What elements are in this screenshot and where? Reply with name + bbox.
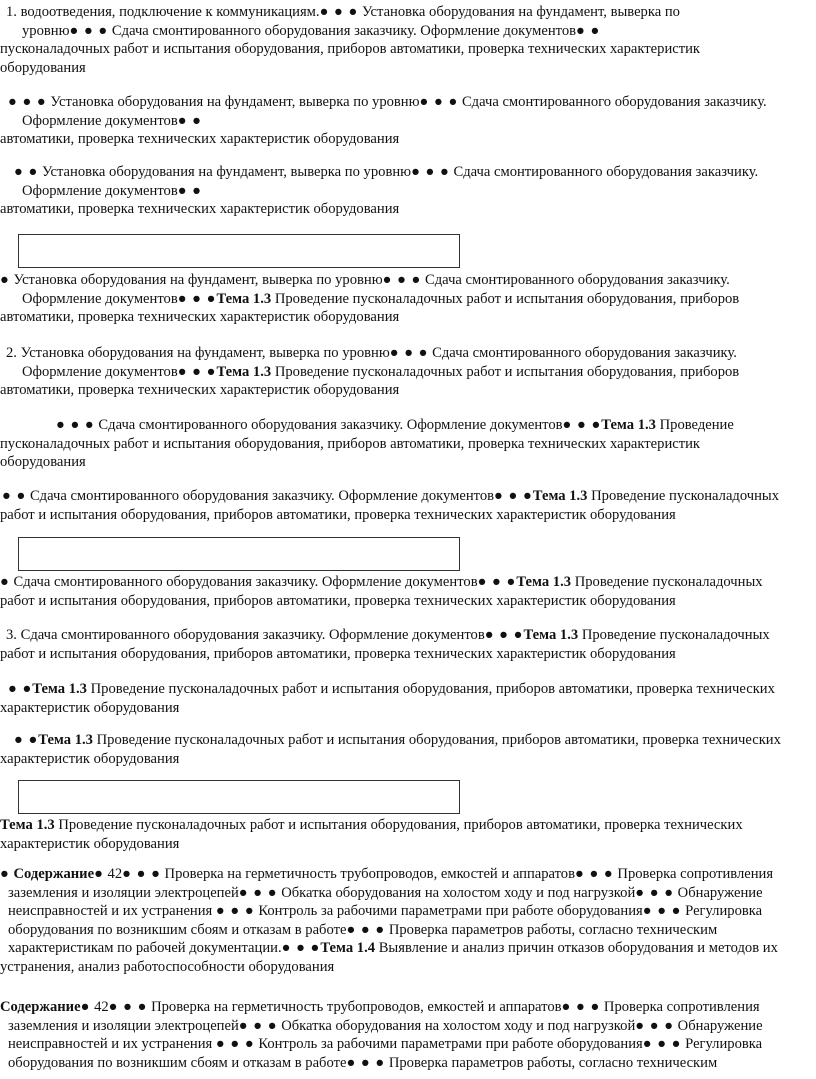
- block-12: [0, 816, 812, 853]
- bullet-icon: ●: [0, 574, 10, 590]
- block-10: [0, 680, 812, 717]
- bullet-icon: ● ● ●: [477, 574, 517, 590]
- bullet-icon: ● ●: [177, 182, 202, 199]
- topic-label: Тема 1.3: [523, 627, 579, 643]
- bullet-icon: ● ● ●: [69, 22, 109, 39]
- text: неисправностей и их устранения: [8, 1036, 213, 1052]
- block-4: [0, 271, 812, 327]
- text: Сдача смонтированного оборудования заказчику.: [453, 164, 759, 180]
- text: Сдача смонтированного оборудования заказчику.: [461, 94, 767, 110]
- text: Контроль за рабочими параметрами при работе оборудования: [258, 903, 643, 919]
- text: оборудования: [0, 59, 86, 76]
- bullet-icon: ● ● ●: [494, 488, 533, 504]
- text: Проверка на герметичность трубопроводов, емкостей и аппаратов: [151, 999, 562, 1015]
- list-number: 3.: [6, 627, 17, 643]
- text: Проведение пусконаладочных работ и испытания оборудования, приборов автоматики, проверка технических: [96, 732, 781, 748]
- text: Установка оборудования на фундамент, выверка по уровню: [20, 345, 390, 361]
- text: Оформление документов: [22, 363, 178, 380]
- empty-box: [18, 234, 460, 268]
- text: Проверка сопротивления: [617, 866, 774, 882]
- empty-box: [18, 780, 460, 814]
- hours: 42: [94, 999, 109, 1015]
- bullet-icon: ● ● ●: [319, 4, 359, 20]
- bullet-icon: ● ● ●: [382, 272, 422, 288]
- block-9: [0, 626, 812, 663]
- text: Проверка параметров работы, согласно техническим: [388, 921, 718, 938]
- text: устранения, анализ работоспособности оборудования: [0, 958, 335, 975]
- bullet-icon: ● ● ●: [215, 903, 255, 919]
- text: Установка оборудования на фундамент, выверка по уровню: [41, 164, 412, 180]
- bullet-icon: ● ● ●: [562, 417, 602, 433]
- list-number: 1.: [6, 4, 17, 20]
- bullet-icon: ● ● ●: [122, 866, 161, 882]
- topic-label: Тема 1.4: [320, 940, 376, 956]
- text: Проведение пусконаладочных работ и испытания оборудования, приборов автоматики, проверка технических: [58, 817, 743, 833]
- bullet-icon: ● ●: [2, 488, 27, 504]
- text: Регулировка: [685, 903, 763, 919]
- block-2: [0, 93, 812, 149]
- text: Проверка на герметичность трубопроводов, емкостей и аппаратов: [164, 866, 575, 882]
- text: Проведение пусконаладочных: [574, 574, 763, 590]
- block-8: [0, 573, 812, 610]
- text: характеристик оборудования: [0, 750, 180, 767]
- text: характеристик оборудования: [0, 699, 180, 716]
- bullet-icon: ● ●: [576, 22, 601, 39]
- text: Обкатка оборудования на холостом ходу и под нагрузкой: [281, 1017, 636, 1034]
- text: работ и испытания оборудования, приборов автоматики, проверка технических характеристик оборудования: [0, 645, 676, 662]
- text: автоматики, проверка технических характеристик оборудования: [0, 201, 400, 217]
- bullet-icon: ● ● ●: [561, 999, 601, 1015]
- block-5: [0, 344, 812, 400]
- block-14: [0, 998, 812, 1072]
- topic-label: Тема 1.3: [0, 817, 55, 833]
- text: автоматики, проверка технических характеристик оборудования: [0, 382, 400, 398]
- text: оборудования по возникшим сбоям и отказам в работе: [8, 1054, 347, 1071]
- bullet-icon: ● ● ●: [484, 627, 524, 643]
- text: Проверка параметров работы, согласно техническим: [388, 1054, 718, 1071]
- bullet-icon: ● ●: [14, 732, 39, 748]
- text: неисправностей и их устранения: [8, 903, 213, 919]
- text: Выявление и анализ причин отказов оборудования и методов их: [378, 940, 778, 956]
- block-7: [0, 487, 812, 524]
- text: пусконаладочных работ и испытания оборудования, приборов автоматики, проверка технических характеристик: [0, 435, 701, 452]
- bullet-icon: ● ● ●: [642, 903, 682, 919]
- hours: 42: [107, 866, 123, 882]
- bullet-icon: ● ● ●: [419, 94, 459, 110]
- text: Проведение: [659, 417, 734, 433]
- list-number: 2.: [6, 345, 17, 361]
- text: Сдача смонтированного оборудования заказчику.: [432, 345, 737, 361]
- bullet-icon: ● ●: [8, 681, 33, 697]
- bullet-icon: ● ● ●: [281, 940, 321, 956]
- block-1: [0, 3, 812, 77]
- bullet-icon: ●: [0, 866, 10, 882]
- bullet-icon: ● ● ●: [215, 1036, 255, 1052]
- bullet-icon: ● ● ●: [108, 999, 148, 1015]
- text: автоматики, проверка технических характеристик оборудования: [0, 131, 400, 147]
- text: автоматики, проверка технических характеристик оборудования: [0, 309, 400, 325]
- bullet-icon: ● ● ●: [346, 1054, 386, 1071]
- text: Обнаружение: [677, 884, 763, 901]
- text: Оформление документов: [22, 112, 178, 129]
- bullet-icon: ● ●: [177, 112, 202, 129]
- topic-label: Тема 1.3: [516, 574, 572, 590]
- bullet-icon: ● ● ●: [8, 94, 47, 110]
- content-label: Содержание: [13, 866, 95, 882]
- topic-label: Тема 1.3: [32, 681, 87, 697]
- bullet-icon: ● ●: [14, 164, 39, 180]
- bullet-icon: ●: [80, 999, 91, 1015]
- topic-label: Тема 1.3: [38, 732, 93, 748]
- text: водоотведения, подключение к коммуникациям.: [20, 4, 320, 20]
- text: Контроль за рабочими параметрами при работе оборудования: [258, 1036, 643, 1052]
- text: пусконаладочных работ и испытания оборудования, приборов автоматики, проверка технических характеристик: [0, 41, 701, 57]
- text: оборудования по возникшим сбоям и отказам в работе: [8, 921, 347, 938]
- text: Сдача смонтированного оборудования заказчику. Оформление документов: [98, 417, 563, 433]
- content-label: Содержание: [0, 999, 81, 1015]
- text: заземления и изоляции электроцепей: [8, 1017, 239, 1034]
- text: Установка оборудования на фундамент, выверка по уровню: [13, 272, 383, 288]
- text: Проведение пусконаладочных работ и испытания оборудования, приборов: [274, 363, 740, 380]
- text: работ и испытания оборудования, приборов автоматики, проверка технических характеристик оборудования: [0, 506, 676, 523]
- text: Оформление документов: [22, 290, 178, 307]
- topic-label: Тема 1.3: [601, 417, 656, 433]
- text: Проверка сопротивления: [603, 999, 760, 1015]
- bullet-icon: ● ● ●: [389, 345, 429, 361]
- text: Сдача смонтированного оборудования заказчику.: [425, 272, 730, 288]
- text: Сдача смонтированного оборудования заказчику. Оформление документов: [13, 574, 478, 590]
- bullet-icon: ● ● ●: [642, 1036, 682, 1052]
- text: заземления и изоляции электроцепей: [8, 884, 239, 901]
- text: Сдача смонтированного оборудования заказчику. Оформление документов: [20, 627, 485, 643]
- bullet-icon: ● ● ●: [635, 1017, 675, 1034]
- text: Оформление документов: [22, 182, 178, 199]
- bullet-icon: ● ● ●: [177, 290, 217, 307]
- text: Обкатка оборудования на холостом ходу и под нагрузкой: [281, 884, 636, 901]
- text: характеристикам по рабочей документации.: [8, 940, 282, 956]
- text: Сдача смонтированного оборудования заказчику. Оформление документов: [111, 22, 577, 39]
- bullet-icon: ●: [0, 272, 10, 288]
- bullet-icon: ● ● ●: [346, 921, 386, 938]
- text: характеристик оборудования: [0, 835, 180, 852]
- text: Сдача смонтированного оборудования заказчику. Оформление документов: [29, 488, 495, 504]
- text: Проведение пусконаладочных работ и испытания оборудования, приборов автоматики, проверка технических: [90, 681, 775, 697]
- bullet-icon: ● ● ●: [238, 884, 278, 901]
- block-11: [0, 731, 812, 768]
- topic-label: Тема 1.3: [532, 488, 588, 504]
- text: Установка оборудования на фундамент, выверка по: [361, 4, 680, 20]
- bullet-icon: ● ● ●: [56, 417, 95, 433]
- text: оборудования: [0, 454, 86, 470]
- bullet-icon: ●: [94, 866, 104, 882]
- text: уровню: [22, 22, 70, 39]
- bullet-icon: ● ● ●: [177, 363, 217, 380]
- bullet-icon: ● ● ●: [238, 1017, 278, 1034]
- text: работ и испытания оборудования, приборов автоматики, проверка технических характеристик оборудования: [0, 592, 676, 609]
- text: Обнаружение: [677, 1017, 763, 1034]
- text: Проведение пусконаладочных работ и испытания оборудования, приборов: [274, 290, 740, 307]
- text: Установка оборудования на фундамент, выверка по уровню: [50, 94, 420, 110]
- empty-box: [18, 537, 460, 571]
- text: Проведение пусконаладочных: [591, 488, 780, 504]
- block-13: [0, 865, 812, 976]
- text: Регулировка: [685, 1036, 763, 1052]
- block-3: [0, 163, 812, 219]
- block-6: [0, 416, 812, 472]
- topic-label: Тема 1.3: [216, 363, 272, 380]
- bullet-icon: ● ● ●: [411, 164, 450, 180]
- bullet-icon: ● ● ●: [635, 884, 675, 901]
- topic-label: Тема 1.3: [216, 290, 272, 307]
- bullet-icon: ● ● ●: [575, 866, 614, 882]
- text: Проведение пусконаладочных: [581, 627, 770, 643]
